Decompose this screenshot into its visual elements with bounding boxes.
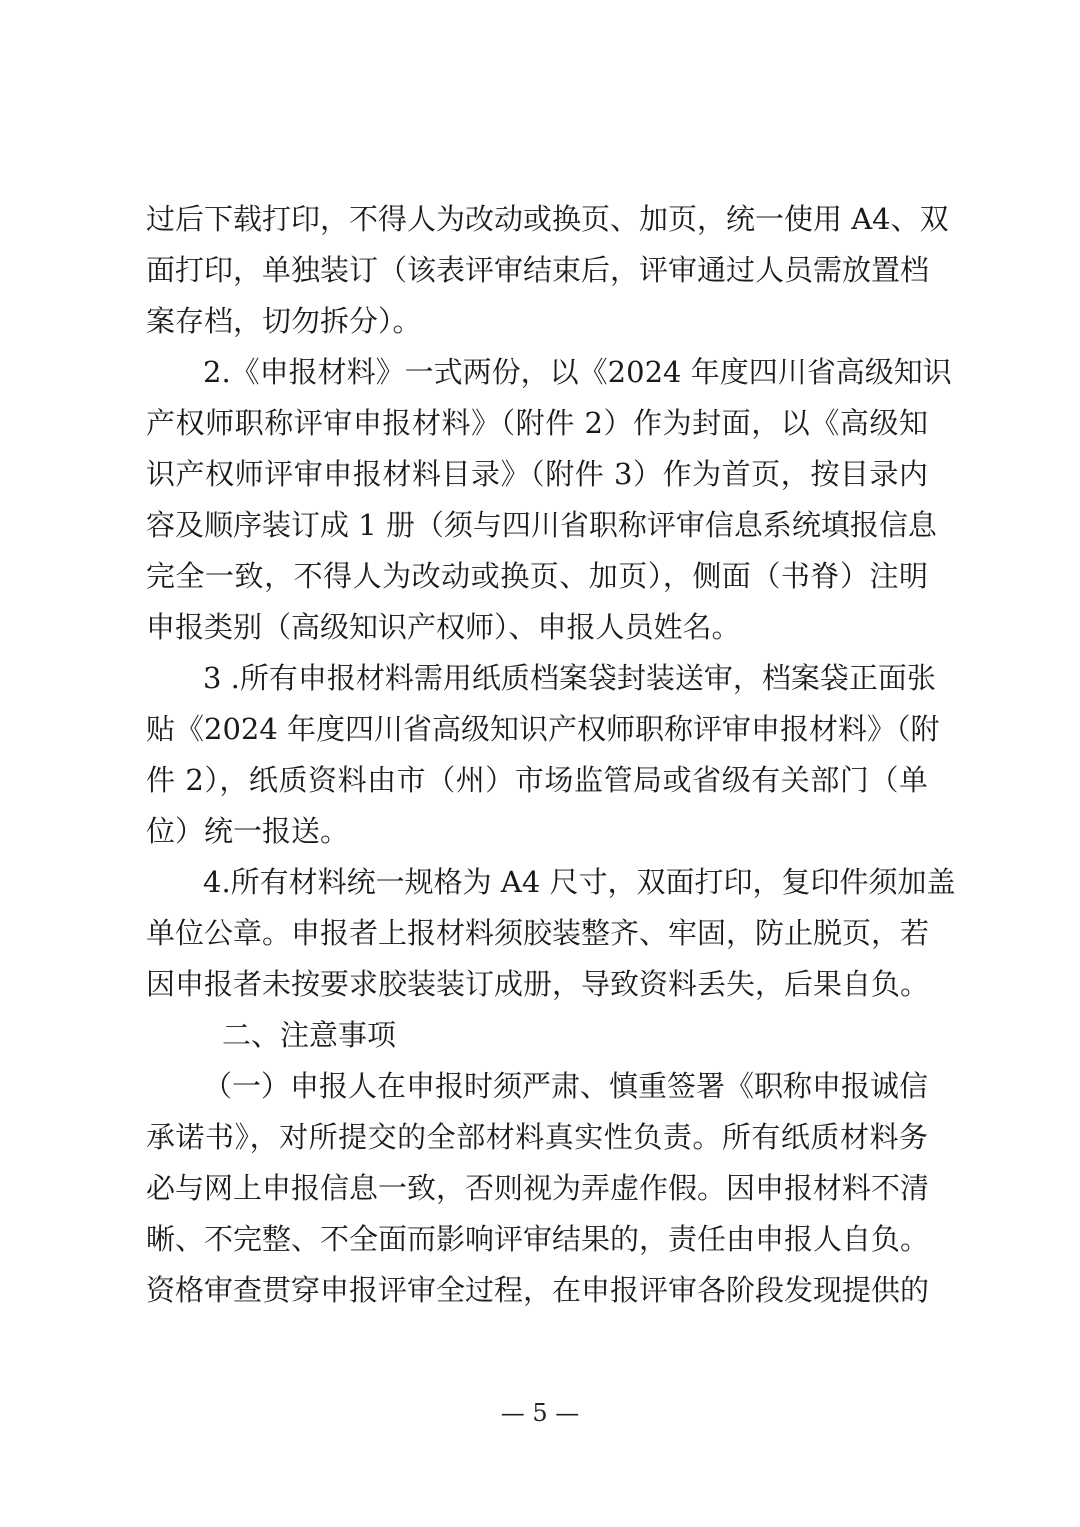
body-line: 资格审查贯穿申报评审全过程，在申报评审各阶段发现提供的 bbox=[146, 1273, 930, 1307]
body-line: 必与网上申报信息一致，否则视为弄虚作假。因申报材料不清 bbox=[146, 1171, 930, 1205]
section-heading: 二、注意事项 bbox=[222, 1018, 397, 1052]
body-line: 产权师职称评审申报材料》（附件 2）作为封面，以《高级知 bbox=[146, 406, 928, 440]
body-line: 晰、不完整、不全面而影响评审结果的，责任由申报人自负。 bbox=[146, 1222, 930, 1256]
paragraph-4-start: 4.所有材料统一规格为 A4 尺寸，双面打印，复印件须加盖 bbox=[203, 865, 956, 899]
body-line: 单位公章。申报者上报材料须胶装整齐、牢固，防止脱页，若 bbox=[146, 916, 930, 950]
paragraph-3-start: 3 .所有申报材料需用纸质档案袋封装送审，档案袋正面张 bbox=[203, 661, 936, 695]
body-line: 容及顺序装订成 1 册（须与四川省职称评审信息系统填报信息 bbox=[146, 508, 937, 542]
body-line: 因申报者未按要求胶装装订成册，导致资料丢失，后果自负。 bbox=[146, 967, 930, 1001]
body-line: 位）统一报送。 bbox=[146, 814, 350, 848]
body-line: 承诺书》，对所提交的全部材料真实性负责。所有纸质材料务 bbox=[146, 1120, 928, 1154]
body-line: 识产权师评审申报材料目录》（附件 3）作为首页，按目录内 bbox=[146, 457, 928, 491]
body-line: 贴《2024 年度四川省高级知识产权师职称评审申报材料》（附 bbox=[146, 712, 940, 746]
page-number: — 5 — bbox=[500, 1399, 580, 1427]
body-line: 完全一致，不得人为改动或换页、加页），侧面（书脊）注明 bbox=[146, 559, 928, 593]
body-line: 申报类别（高级知识产权师）、申报人员姓名。 bbox=[146, 610, 741, 644]
body-line: 件 2），纸质资料由市（州）市场监管局或省级有关部门（单 bbox=[146, 763, 928, 797]
paragraph-2-start: 2.《申报材料》一式两份，以《2024 年度四川省高级知识 bbox=[203, 355, 952, 389]
body-line: 案存档，切勿拆分）。 bbox=[146, 304, 422, 338]
paragraph-notice-start: （一）申报人在申报时须严肃、慎重签署《职称申报诚信 bbox=[203, 1069, 929, 1103]
body-line: 过后下载打印，不得人为改动或换页、加页，统一使用 A4、双 bbox=[146, 202, 949, 236]
body-line: 面打印，单独装订（该表评审结束后，评审通过人员需放置档 bbox=[146, 253, 930, 287]
